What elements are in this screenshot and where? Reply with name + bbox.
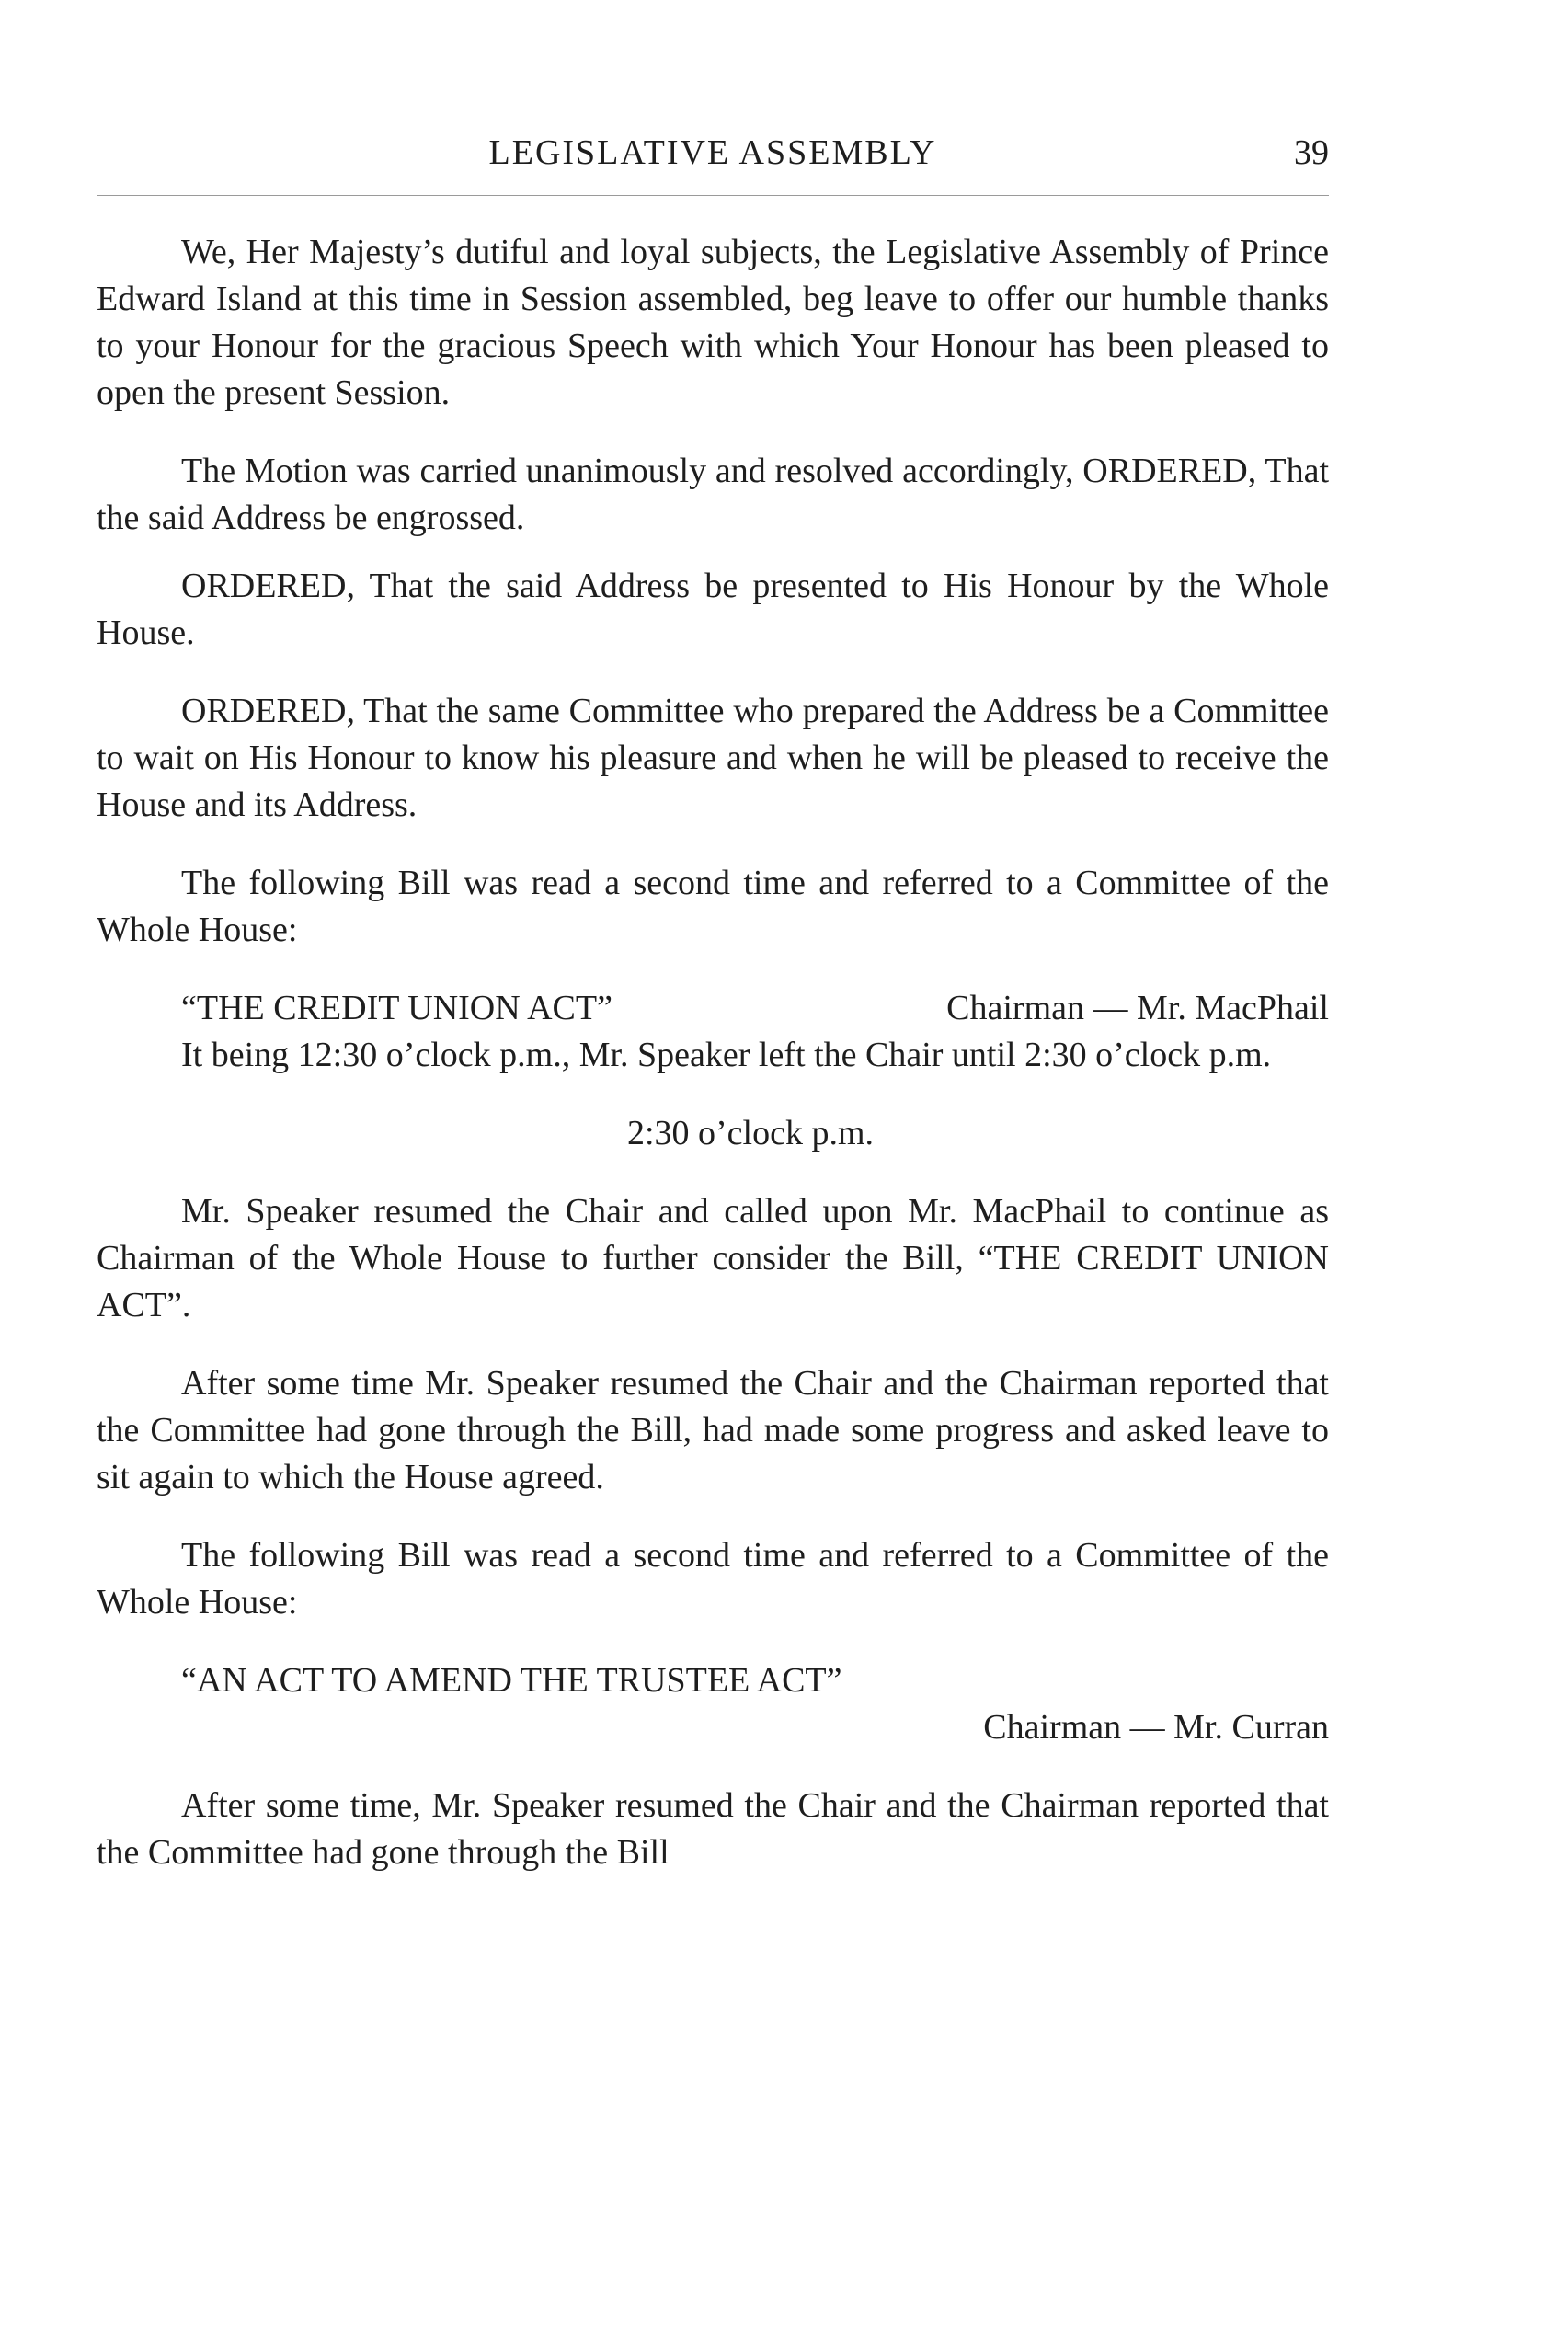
paragraph-bill-referred: The following Bill was read a second time and referred to a Committee of the Whole House: — [97, 864, 1329, 949]
time-heading: 2:30 o’clock p.m. — [626, 1114, 875, 1152]
bill-title: “THE CREDIT UNION ACT” — [181, 989, 612, 1027]
document-page — [97, 129, 1329, 1876]
paragraph-motion-carried: The Motion was carried unanimously and resolved accordingly, ORDERED, That the said Address be engrossed. — [97, 452, 1329, 537]
paragraph-final-report: After some time, Mr. Speaker resumed the Chair and the Chairman reported that the Committee had gone through the Bill — [97, 1786, 1329, 1872]
header-rule — [97, 195, 1329, 196]
paragraph-recess: It being 12:30 o’clock p.m., Mr. Speaker left the Chair until 2:30 o’clock p.m. — [181, 1036, 1272, 1074]
paragraph-speaker-resumed: Mr. Speaker resumed the Chair and called upon Mr. MacPhail to continue as Chairman of the Whole House to further consider the Bill, “THE CREDIT UNION ACT”. — [97, 1192, 1329, 1324]
bill-chairman: Chairman — Mr. MacPhail — [946, 989, 1329, 1027]
paragraph-ordered-presented: ORDERED, That the said Address be presented to His Honour by the Whole House. — [97, 567, 1329, 652]
paragraph-progress-report: After some time Mr. Speaker resumed the Chair and the Chairman reported that the Committee had gone through the Bill, had made some progress and asked leave to sit again to which the House agreed. — [97, 1364, 1329, 1496]
page-number: 39 — [1294, 133, 1329, 172]
paragraph-ordered-committee: ORDERED, That the same Committee who prepared the Address be a Committee to wait on His Honour to know his pleasure and when he will be pleased to receive the House and its Address. — [97, 692, 1329, 824]
bill-entry-trustee — [97, 1657, 1329, 1704]
paragraph-address: We, Her Majesty’s dutiful and loyal subjects, the Legislative Assembly of Prince Edward Island at this time in Session assembled, beg leave to offer our humble thanks to your Honour for the gracious Speech with which Your Honour has been pleased to open the present Session. — [97, 233, 1329, 412]
paragraph-bill-referred-2: The following Bill was read a second time and referred to a Committee of the Whole House: — [97, 1536, 1329, 1622]
bill-entry-credit-union — [97, 985, 1329, 1032]
running-header — [97, 129, 1329, 188]
bill-title: “AN ACT TO AMEND THE TRUSTEE ACT” — [181, 1661, 842, 1700]
bill-chairman-trustee: Chairman — Mr. Curran — [983, 1708, 1329, 1747]
header-title: LEGISLATIVE ASSEMBLY — [488, 133, 937, 172]
